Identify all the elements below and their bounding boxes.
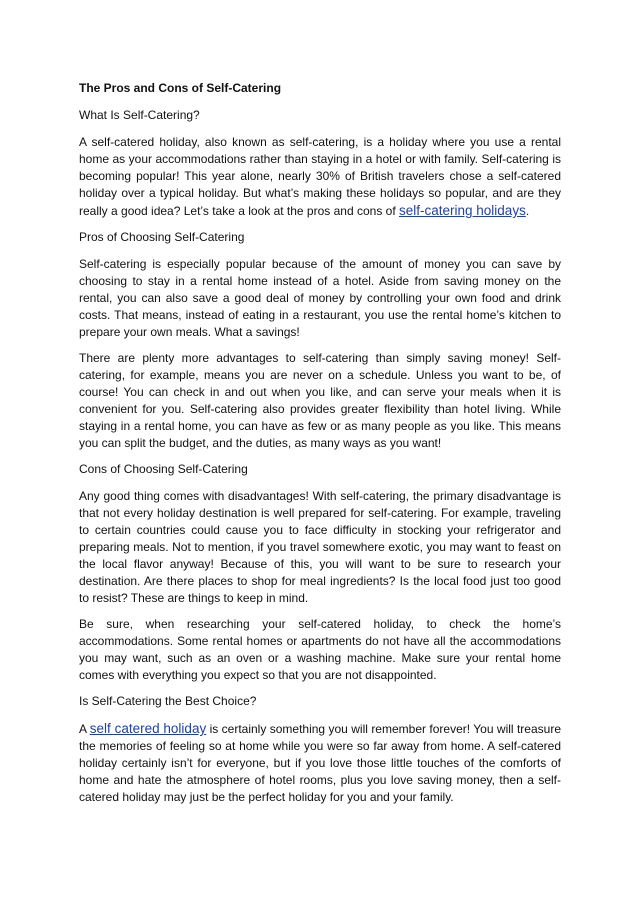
document-page <box>79 80 561 815</box>
section-heading-cons: Cons of Choosing Self-Catering <box>79 462 248 476</box>
paragraph-pros-2: There are plenty more advantages to self-catering than simply saving money! Self-catering, for example, means you are never on a schedule. Unless you want to be, of course! You can check in and out when you like, and can serve your meals when it is convenient for you. Self-catering also provides greater flexibility than hotel living. While staying in a rental home, you can have as few or as many people as you like. This means you can split the budget, and the duties, as many ways as you want! <box>79 351 561 450</box>
paragraph-cons-1: Any good thing comes with disadvantages! With self-catering, the primary disadvantage is that not every holiday destination is well prepared for self-catering. For example, traveling to certain countries could cause you to face difficulty in stocking your refrigerator and preparing meals. Not to mention, if you travel somewhere exotic, you may want to feast on the local flavor anyway! Because of this, you will want to be sure to research your destination. Are there places to shop for meal ingredients? Is the local food just too good to resist? These are things to keep in mind. <box>79 489 561 605</box>
paragraph-text: A <box>79 722 90 736</box>
paragraph-pros-1: Self-catering is especially popular because of the amount of money you can save by choosing to stay in a rental home instead of a hotel. Aside from saving money on the rental, you can also save a good deal of money by controlling your own food and drink costs. That means, instead of eating in a restaurant, you use the rental home’s kitchen to prepare your own meals. What a savings! <box>79 257 561 339</box>
paragraph-what-is <box>79 134 561 220</box>
paragraph-text: A self-catered holiday, also known as self-catering, is a holiday where you use a rental home as your accommodations rather than staying in a hotel or with family. Self-catering is becoming popular! This year alone, nearly 30% of British travelers chose a self-catered holiday over a typical holiday. But what’s making these holidays so popular, and are they really a good idea? Let’s take a look at the pros and cons of <box>79 135 561 218</box>
paragraph-text: . <box>525 204 530 218</box>
paragraph-cons-2: Be sure, when researching your self-catered holiday, to check the home’s accommodations. Some rental homes or apartments do not have all the accommodations you may want, such as an oven or a washing machine. Make sure your rental home comes with everything you expect so that you are not disappointed. <box>79 617 561 682</box>
section-heading-pros: Pros of Choosing Self-Catering <box>79 230 245 244</box>
self-catered-holiday-link[interactable]: self catered holiday <box>89 721 207 736</box>
section-heading-what-is: What Is Self-Catering? <box>79 108 200 122</box>
section-heading-best-choice: Is Self-Catering the Best Choice? <box>79 694 257 708</box>
self-catering-holidays-link[interactable]: self-catering holidays <box>399 203 526 218</box>
paragraph-text: is certainly something you will remember forever! You will treasure the memories of feeling so at home while you were so far away from home. A self-catered holiday certainly isn’t for everyone, but if you love those little touches of the comforts of home and hate the atmosphere of hotel rooms, plus you love saving money, then a self-catered holiday may just be the perfect holiday for you and your family. <box>79 722 561 804</box>
paragraph-best-choice <box>79 720 561 806</box>
document-title: The Pros and Cons of Self-Catering <box>79 81 282 95</box>
